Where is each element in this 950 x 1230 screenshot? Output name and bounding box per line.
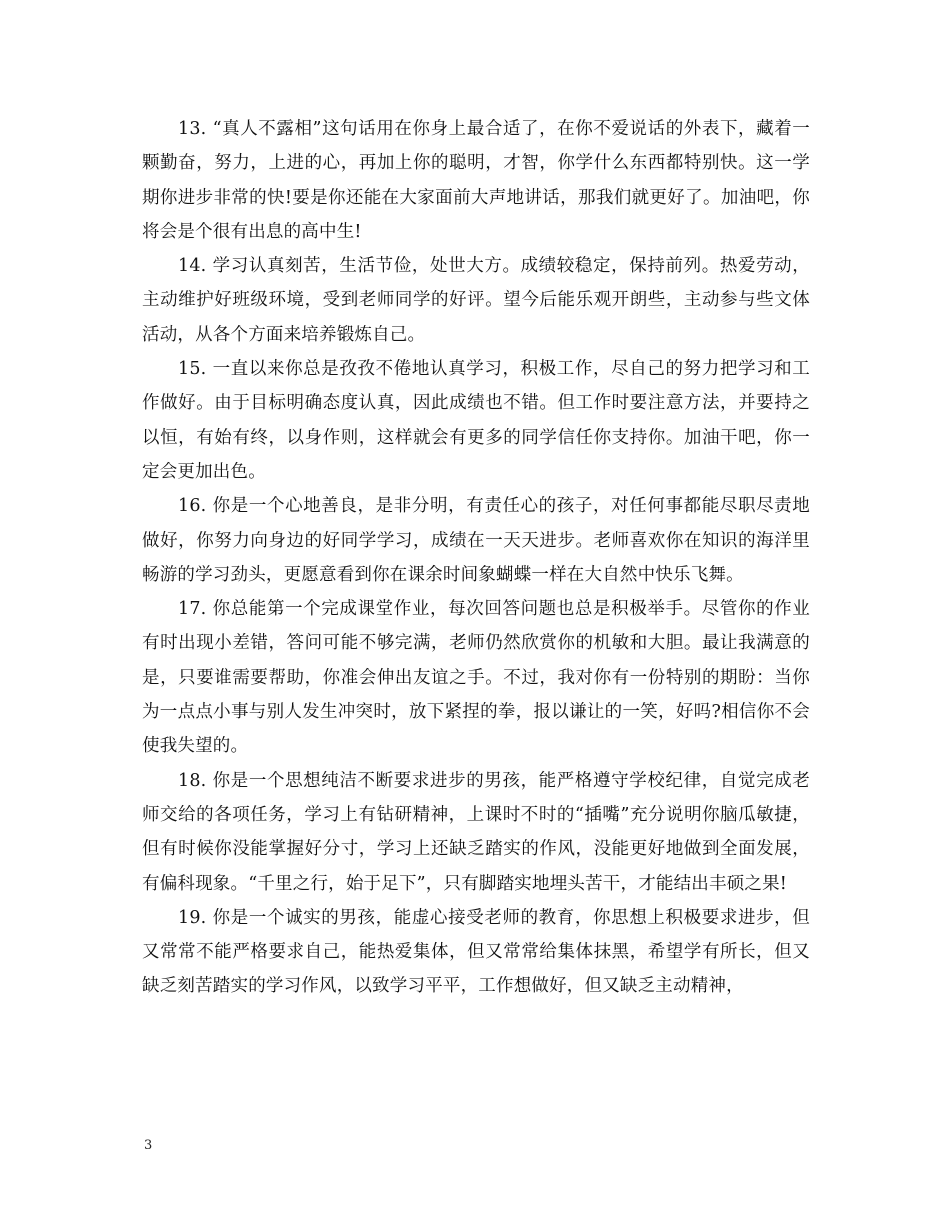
document-body xyxy=(142,112,810,1004)
paragraph-13: 13. “真人不露相”这句话用在你身上最合适了，在你不爱说话的外表下，藏着一颗勤奋，努力，上进的心，再加上你的聪明，才智，你学什么东西都特别快。这一学期你进步非常的快!要是你还能在大家面前大声地讲话，那我们就更好了。加油吧，你将会是个很有出息的高中生! xyxy=(142,119,810,242)
paragraph-17: 17. 你总能第一个完成课堂作业，每次回答问题也总是积极举手。尽管你的作业有时出现小差错，答问可能不够完满，老师仍然欣赏你的机敏和大胆。最让我满意的是，只要谁需要帮助，你准会伸出友谊之手。不过，我对你有一份特别的期盼：当你为一点点小事与别人发生冲突时，放下紧捏的拳，报以谦让的一笑，好吗?相信你不会使我失望的。 xyxy=(142,599,810,757)
paragraph-14: 14. 学习认真刻苦，生活节俭，处世大方。成绩较稳定，保持前列。热爱劳动，主动维护好班级环境，受到老师同学的好评。望今后能乐观开朗些，主动参与些文体活动，从各个方面来培养锻炼自己。 xyxy=(142,256,810,345)
page-number: 3 xyxy=(144,1138,153,1153)
paragraph-15: 15. 一直以来你总是孜孜不倦地认真学习，积极工作，尽自己的努力把学习和工作做好。由于目标明确态度认真，因此成绩也不错。但工作时要注意方法，并要持之以恒，有始有终，以身作则，这样就会有更多的同学信任你支持你。加油干吧，你一定会更加出色。 xyxy=(142,359,810,482)
paragraph-16: 16. 你是一个心地善良，是非分明，有责任心的孩子，对任何事都能尽职尽责地做好，你努力向身边的好同学学习，成绩在一天天进步。老师喜欢你在知识的海洋里畅游的学习劲头，更愿意看到你在课余时间象蝴蝶一样在大自然中快乐飞舞。 xyxy=(142,496,810,585)
paragraph-18: 18. 你是一个思想纯洁不断要求进步的男孩，能严格遵守学校纪律，自觉完成老师交给的各项任务，学习上有钻研精神，上课时不时的“插嘴”充分说明你脑瓜敏捷，但有时候你没能掌握好分寸，学习上还缺乏踏实的作风，没能更好地做到全面发展，有偏科现象。“千里之行，始于足下”，只有脚踏实地埋头苦干，才能结出丰硕之果! xyxy=(142,770,810,894)
paragraph-19: 19. 你是一个诚实的男孩，能虚心接受老师的教育，你思想上积极要求进步，但又常常不能严格要求自己，能热爱集体，但又常常给集体抹黑，希望学有所长，但又缺乏刻苦踏实的学习作风，以致学习平平，工作想做好，但又缺乏主动精神， xyxy=(142,907,810,997)
